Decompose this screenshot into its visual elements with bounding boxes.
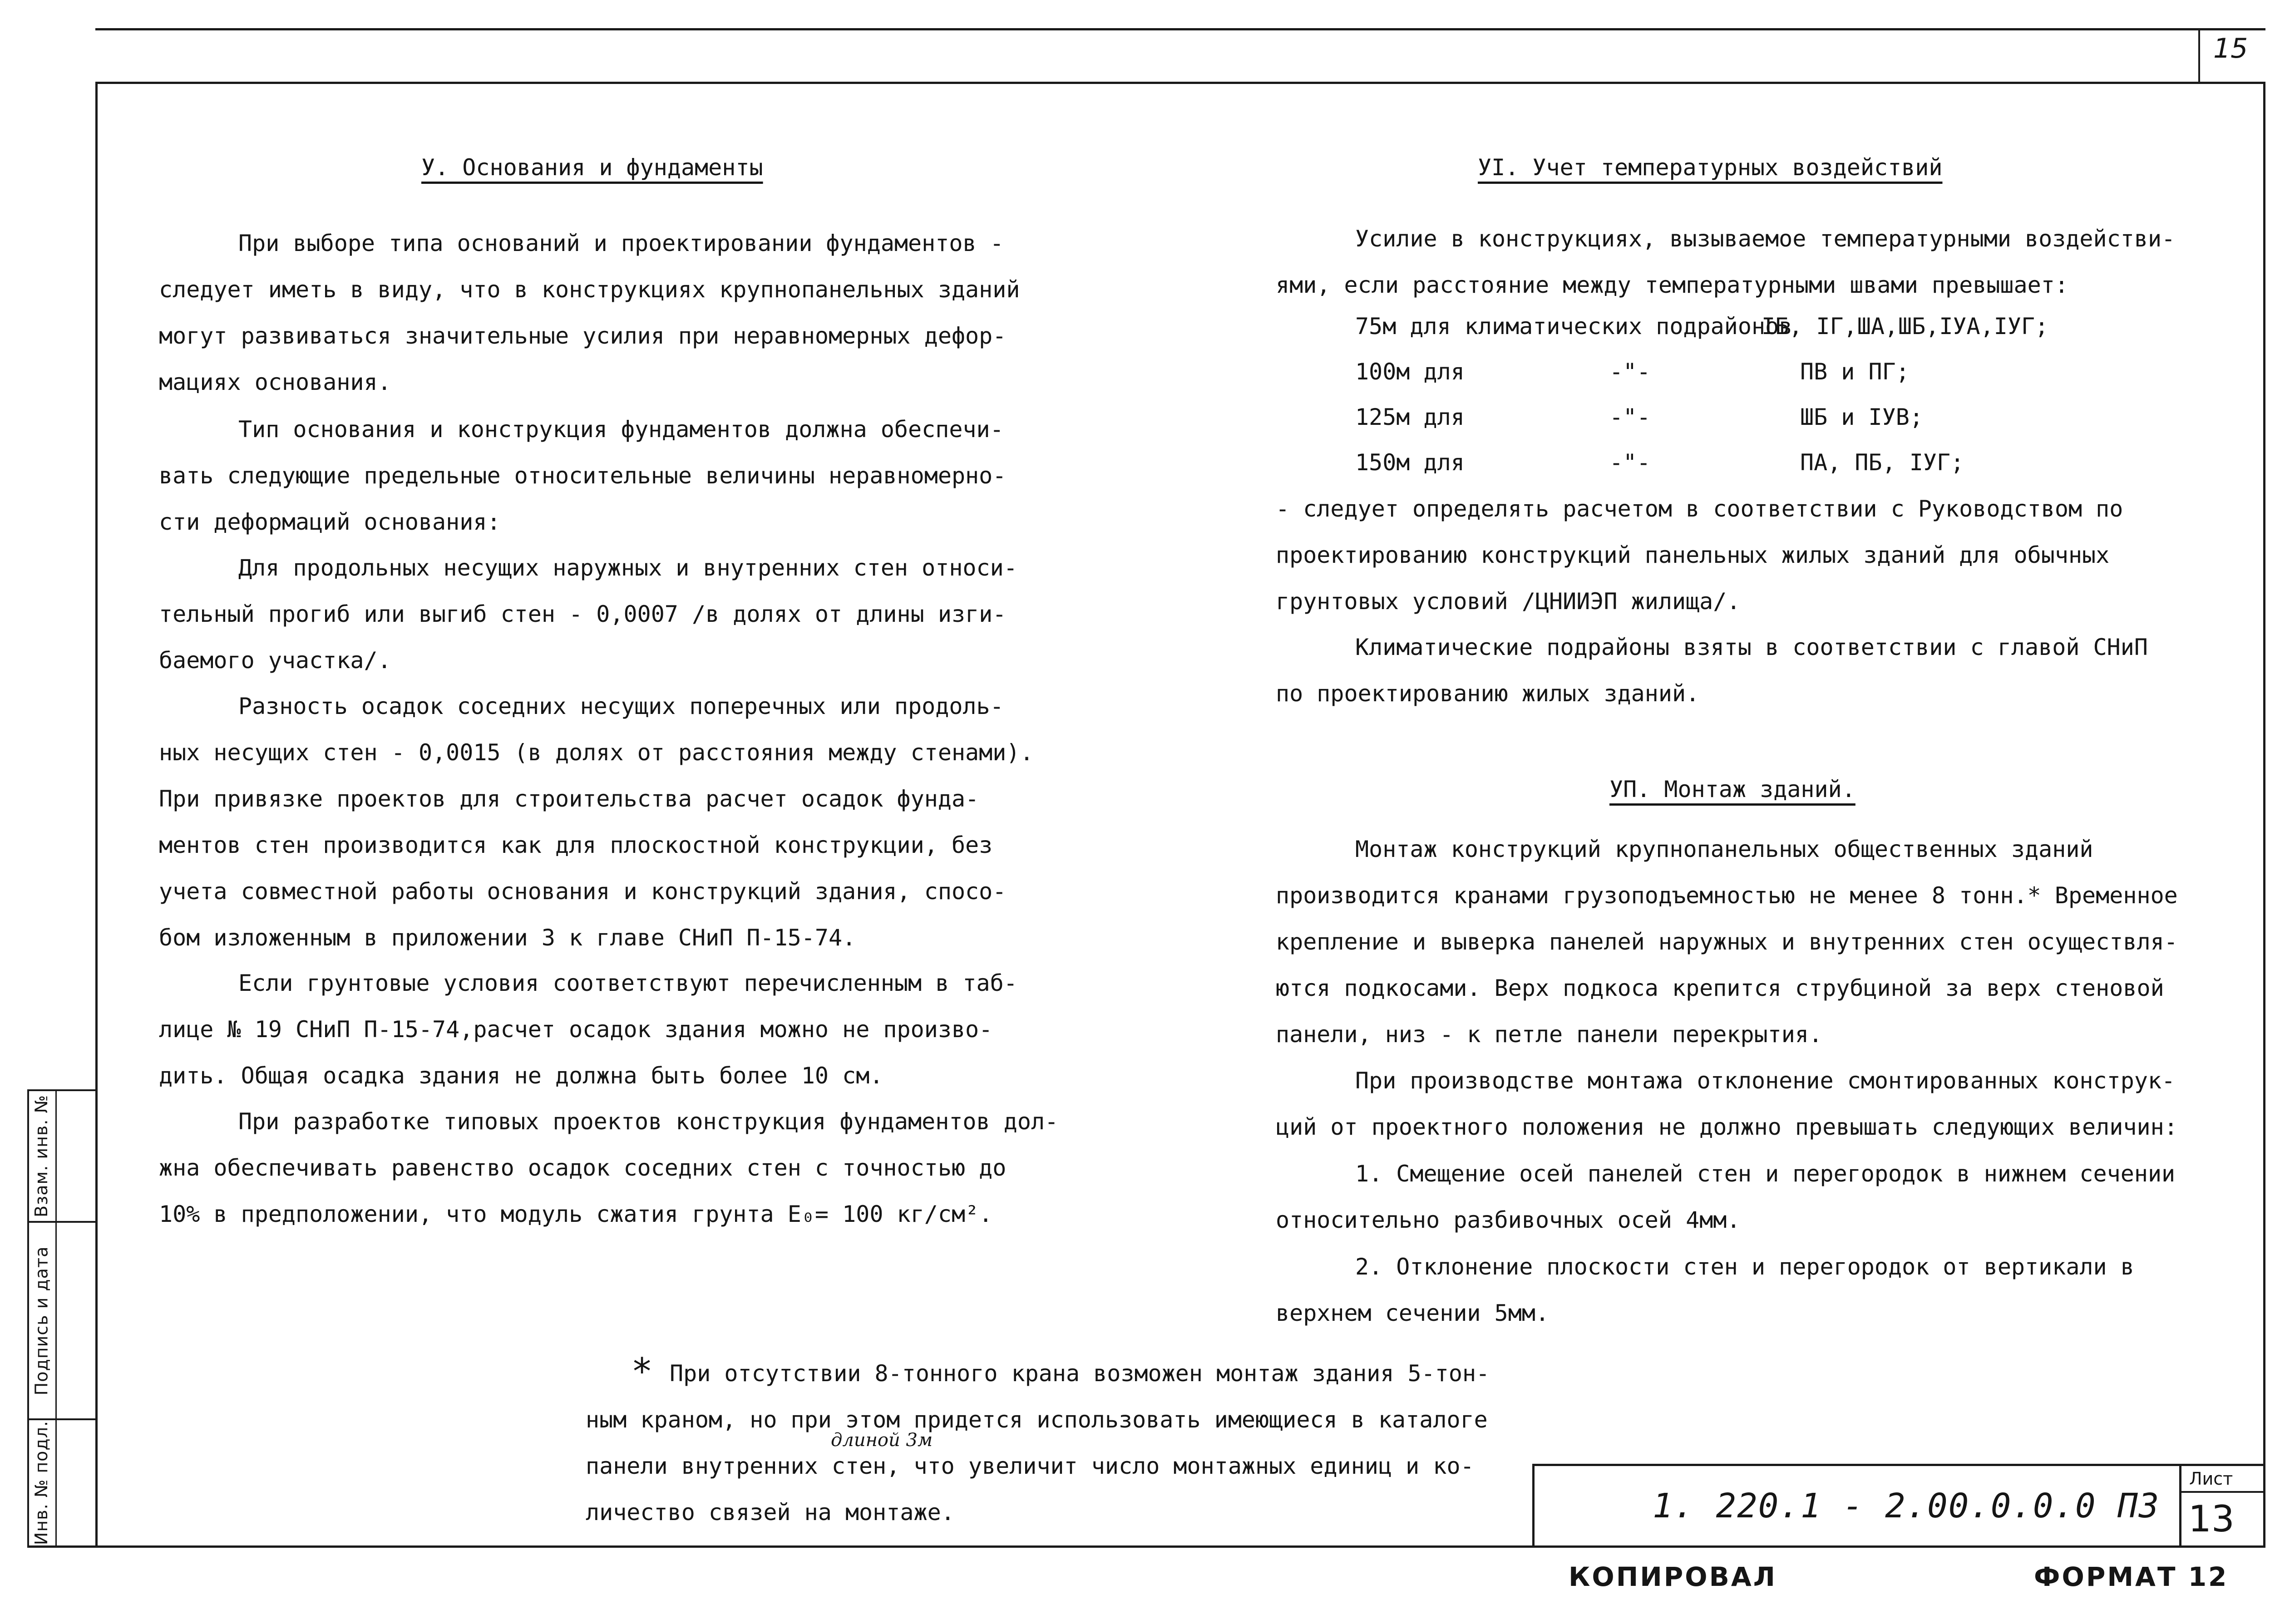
footnote-marker: * [631, 1350, 653, 1393]
text-line: сти деформаций основания: [159, 509, 501, 535]
text-line: следует иметь в виду, что в конструкциях крупнопанельных зданий [159, 276, 1020, 303]
title-block-sheet-label-line [2179, 1491, 2265, 1493]
sidebar-field-signature-date: Подпись и дата [31, 1246, 52, 1395]
distance-row-3-regions: ШБ и IУВ; [1800, 404, 1923, 430]
text-line: баемого участка/. [159, 647, 391, 674]
tolerance-intro [1276, 1058, 2178, 1150]
title-block-left [1532, 1464, 1535, 1548]
text-line: Разность осадок соседних несущих поперечных или продоль- [238, 693, 1004, 719]
text-line: Тип основания и конструкция фундаментов должна обеспечи- [238, 416, 1004, 443]
text-line: производится кранами грузоподъемностью не менее 8 тонн.* Временное [1276, 882, 2178, 909]
distance-row-2-distance: 100м для [1355, 359, 1465, 385]
title-block-top [1532, 1464, 2265, 1466]
text-line: Если грунтовые условия соответствуют перечисленным в таб- [238, 970, 1017, 996]
distance-row-2-ditto: -"- [1609, 359, 1651, 385]
text-line: Усилие в конструкциях, вызываемое температурными воздействи- [1355, 226, 2176, 252]
text-line: Климатические подрайоны взяты в соответствии с главой СНиП [1355, 634, 2148, 660]
sidebar-field-replacement-inv: Взам. инв. № [31, 1094, 52, 1218]
footnote [586, 1350, 1490, 1535]
distance-row-2-regions: ПВ и ПГ; [1800, 359, 1910, 385]
text-line: панели внутренних стен, что увеличит число монтажных единиц и ко- [586, 1453, 1474, 1479]
left-paragraph-6 [159, 1098, 1058, 1237]
text-line: жна обеспечивать равенство осадок соседних стен с точностью до [159, 1155, 1007, 1181]
sidebar-field-inv-number: Инв. № подл. [31, 1420, 52, 1545]
distance-row-1-distance: 75м для климатических подрайонов [1355, 313, 1793, 340]
text-line: Монтаж конструкций крупнопанельных общественных зданий [1355, 836, 2093, 862]
tolerance-item-1 [1276, 1151, 2175, 1243]
distance-row-4-distance: 150м для [1355, 449, 1465, 476]
format-label: ФОРМАТ 12 [2034, 1561, 2229, 1592]
tolerance-item-2 [1276, 1244, 2134, 1336]
sheet-number: 13 [2188, 1498, 2235, 1540]
left-paragraph-1 [159, 220, 1020, 405]
text-line: ций от проектного положения не должно превышать следующих величин: [1276, 1114, 2178, 1140]
text-line: учета совместной работы основания и конструкций здания, спосо- [159, 878, 1007, 905]
handwritten-insert: длиной 3м [831, 1430, 933, 1451]
section-vii-heading: УП. Монтаж зданий. [1609, 776, 1855, 802]
text-line: ных несущих стен - 0,0015 (в долях от расстояния между стенами). [159, 739, 1034, 766]
text-line: проектированию конструкций панельных жилых зданий для обычных [1276, 542, 2110, 568]
text-line: панели, низ - к петле панели перекрытия. [1276, 1021, 1823, 1048]
text-line: 10% в предположении, что модуль сжатия грунта E₀= 100 кг/см². [159, 1201, 993, 1227]
frame-left [95, 82, 98, 1548]
copied-by-label: КОПИРОВАЛ [1569, 1561, 1777, 1592]
text-line: бом изложенным в приложении 3 к главе СНиП П-15-74. [159, 925, 856, 951]
text-line: При отсутствии 8-тонного крана возможен монтаж здания 5-тон- [670, 1360, 1490, 1387]
text-line: 1. Смещение осей панелей стен и перегородок в нижнем сечении [1355, 1161, 2176, 1187]
assembly-paragraph [1276, 826, 2178, 1058]
temperature-conclusion [1276, 486, 2123, 625]
text-line: лице № 19 СНиП П-15-74,расчет осадок здания можно не произво- [159, 1016, 993, 1043]
frame-bottom [27, 1545, 2265, 1548]
text-line: 2. Отклонение плоскости стен и перегородок от вертикали в [1355, 1254, 2134, 1280]
title-block-sheet-divider [2179, 1464, 2181, 1548]
text-line: При производстве монтажа отклонение смонтированных конструк- [1355, 1068, 2176, 1094]
text-line: - следует определять расчетом в соответствии с Руководством по [1276, 496, 2123, 522]
text-line: по проектированию жилых зданий. [1276, 680, 1700, 707]
text-line: личество связей на монтаже. [586, 1499, 955, 1526]
text-line: мациях основания. [159, 369, 391, 395]
text-line: При разработке типовых проектов конструкция фундаментов дол- [238, 1108, 1059, 1135]
frame-right [2263, 82, 2265, 1548]
text-line: При привязке проектов для строительства расчет осадок фунда- [159, 786, 979, 812]
distance-row-3-ditto: -"- [1609, 404, 1651, 430]
text-line: ются подкосами. Верх подкоса крепится струбциной за верх стеновой [1276, 975, 2164, 1001]
text-line: ным краном, но при этом придется использовать имеющиеся в каталоге [586, 1407, 1488, 1433]
page-number: 15 [2213, 33, 2248, 64]
sheet-label: Лист [2189, 1469, 2233, 1489]
frame-top [95, 82, 2265, 84]
text-line: дить. Общая осадка здания не должна быть более 10 см. [159, 1063, 883, 1089]
text-line: Для продольных несущих наружных и внутренних стен относи- [238, 555, 1017, 581]
temperature-intro [1276, 216, 2175, 308]
document-designation: 1. 220.1 - 2.00.0.0.0 ПЗ [1653, 1486, 2160, 1526]
distance-row-4-regions: ПА, ПБ, IУГ; [1800, 449, 1964, 476]
text-line: грунтовых условий /ЦНИИЭП жилища/. [1276, 588, 1741, 615]
left-paragraph-4 [159, 683, 1034, 961]
page-number-box-left [2198, 28, 2200, 82]
text-line: верхнем сечении 5мм. [1276, 1300, 1550, 1326]
left-paragraph-5 [159, 960, 1017, 1099]
climate-note [1276, 624, 2148, 717]
left-paragraph-2 [159, 406, 1006, 545]
distance-row-3-distance: 125м для [1355, 404, 1465, 430]
text-line: вать следующие предельные относительные величины неравномерно- [159, 463, 1007, 489]
text-line: ями, если расстояние между температурными швами превышает: [1276, 272, 2068, 298]
text-line: ментов стен производится как для плоскостной конструкции, без [159, 832, 993, 858]
text-line: могут развиваться значительные усилия при неравномерных дефор- [159, 323, 1007, 349]
text-line: При выборе типа оснований и проектировании фундаментов - [238, 230, 1004, 256]
text-line: относительно разбивочных осей 4мм. [1276, 1207, 1741, 1233]
section-vi-heading: УI. Учет температурных воздействий [1478, 154, 1943, 181]
sidebar-inner-line [55, 1089, 57, 1548]
distance-row-1-regions: IБ, IГ,ША,ШБ,IУА,IУГ; [1762, 313, 2049, 340]
distance-row-4-ditto: -"- [1609, 449, 1651, 476]
text-line: крепление и выверка панелей наружных и внутренних стен осуществля- [1276, 929, 2178, 955]
top-rule [95, 28, 2265, 30]
section-v-heading: У. Основания и фундаменты [421, 154, 763, 181]
left-paragraph-3 [159, 545, 1017, 684]
text-line: тельный прогиб или выгиб стен - 0,0007 /в долях от длины изги- [159, 601, 1007, 627]
